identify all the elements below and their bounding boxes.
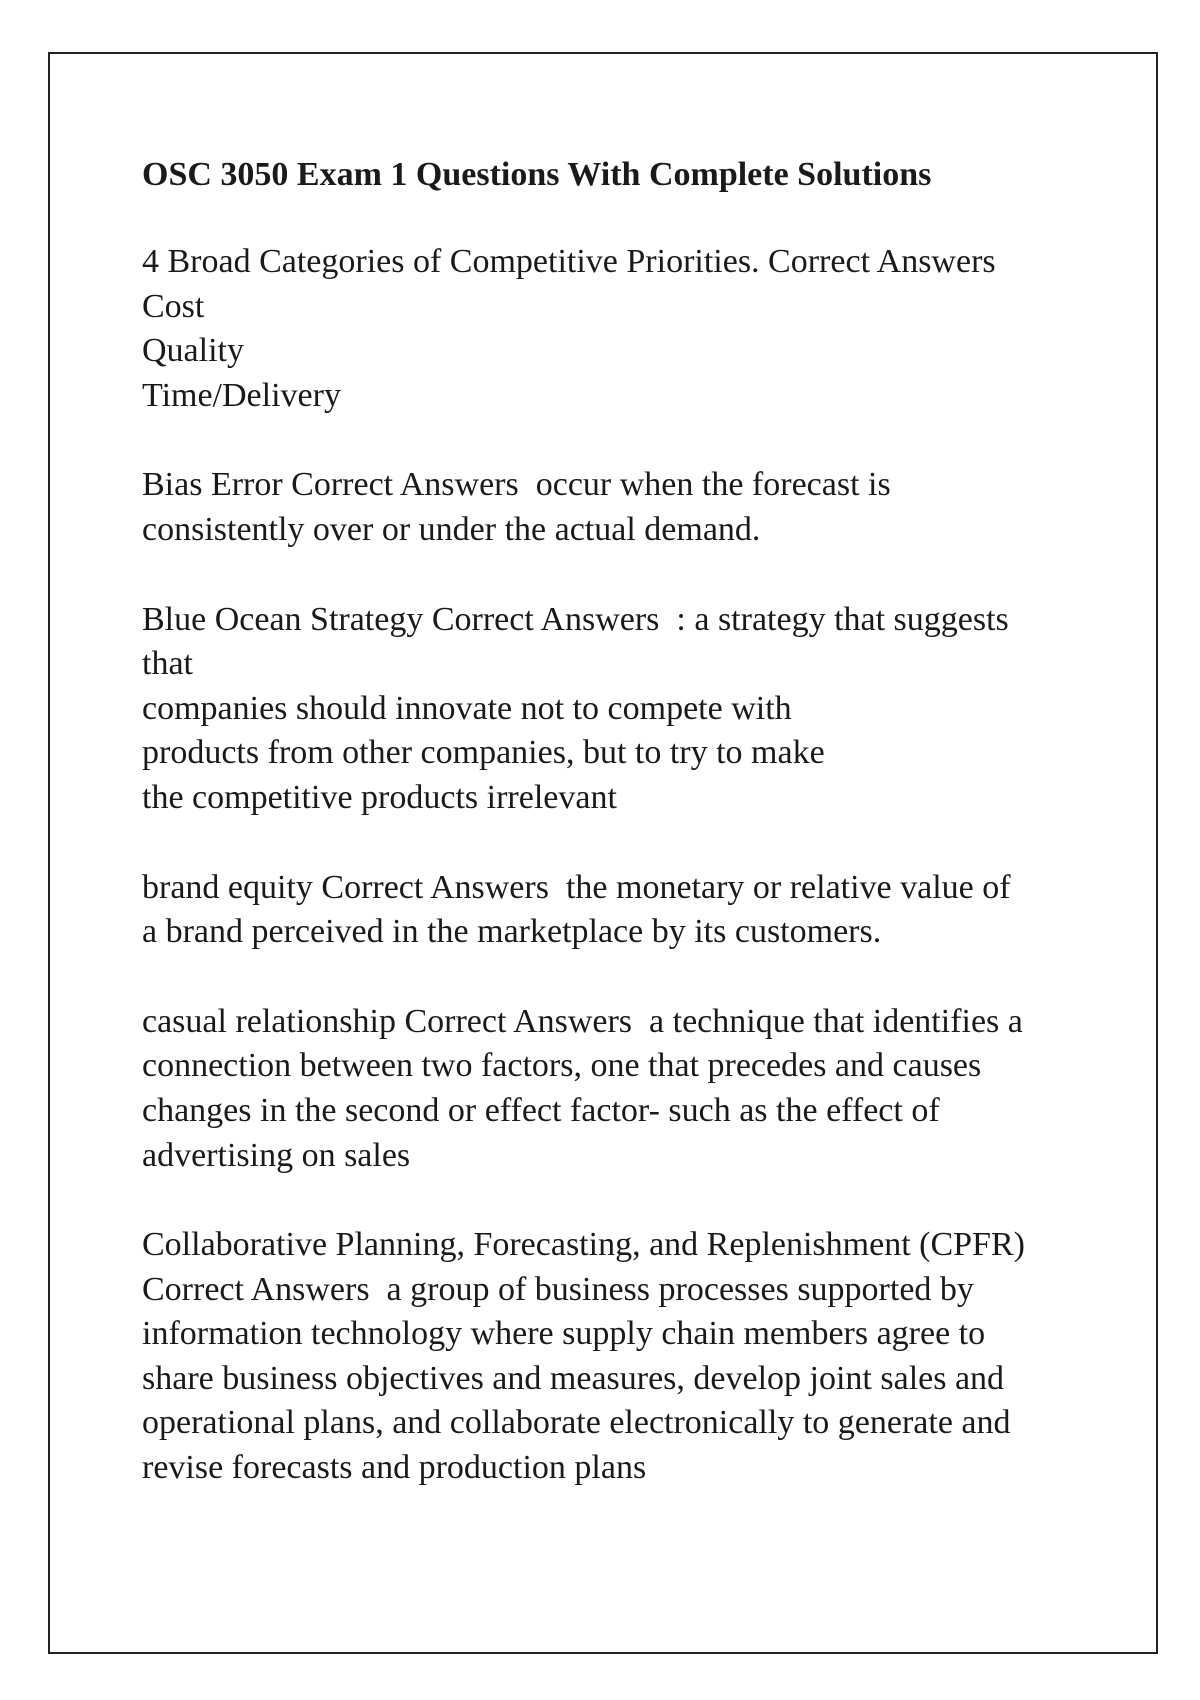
entry-line: Collaborative Planning, Forecasting, and Replenishment (CPFR) [142, 1226, 1025, 1264]
entry-line: the competitive products irrelevant [142, 778, 617, 816]
entry-line: advertising on sales [142, 1136, 411, 1174]
document-body [142, 152, 1092, 1536]
qa-entry-competitive-priorities [142, 240, 1092, 418]
entry-line: Cost [142, 287, 205, 325]
document-title: OSC 3050 Exam 1 Questions With Complete Solutions [142, 156, 932, 193]
entry-line: changes in the second or effect factor- such as the effect of [142, 1091, 940, 1129]
entry-line: connection between two factors, one that precedes and causes [142, 1047, 982, 1085]
qa-entry-bias-error [142, 463, 1092, 552]
entry-line: 4 Broad Categories of Competitive Priorities. Correct Answers [142, 243, 996, 280]
qa-entry-cpfr [142, 1223, 1092, 1491]
entry-line: companies should innovate not to compete with [142, 689, 792, 727]
entry-line: a brand perceived in the marketplace by its customers. [142, 913, 882, 951]
entry-line: casual relationship Correct Answers a technique that identifies a [142, 1002, 1023, 1040]
qa-entry-casual-relationship [142, 1000, 1092, 1178]
entry-line: Bias Error Correct Answers occur when the forecast is [142, 466, 891, 504]
entry-line: revise forecasts and production plans [142, 1449, 647, 1487]
entry-line: share business objectives and measures, develop joint sales and [142, 1359, 1005, 1397]
entry-line: information technology where supply chain members agree to [142, 1315, 986, 1353]
entry-line: brand equity Correct Answers the monetary or relative value of [142, 868, 1011, 906]
entry-line: operational plans, and collaborate electronically to generate and [142, 1404, 1011, 1442]
entry-line: Correct Answers a group of business processes supported by [142, 1270, 974, 1308]
entry-line: Quality [142, 332, 244, 370]
entry-line: products from other companies, but to try to make [142, 734, 825, 772]
qa-entry-brand-equity [142, 866, 1092, 955]
entry-line: that [142, 645, 193, 683]
qa-entry-blue-ocean-strategy [142, 598, 1092, 821]
entry-line: Blue Ocean Strategy Correct Answers : a strategy that suggests [142, 600, 1009, 638]
entry-line: Time/Delivery [142, 376, 341, 414]
entry-line: consistently over or under the actual demand. [142, 510, 761, 548]
